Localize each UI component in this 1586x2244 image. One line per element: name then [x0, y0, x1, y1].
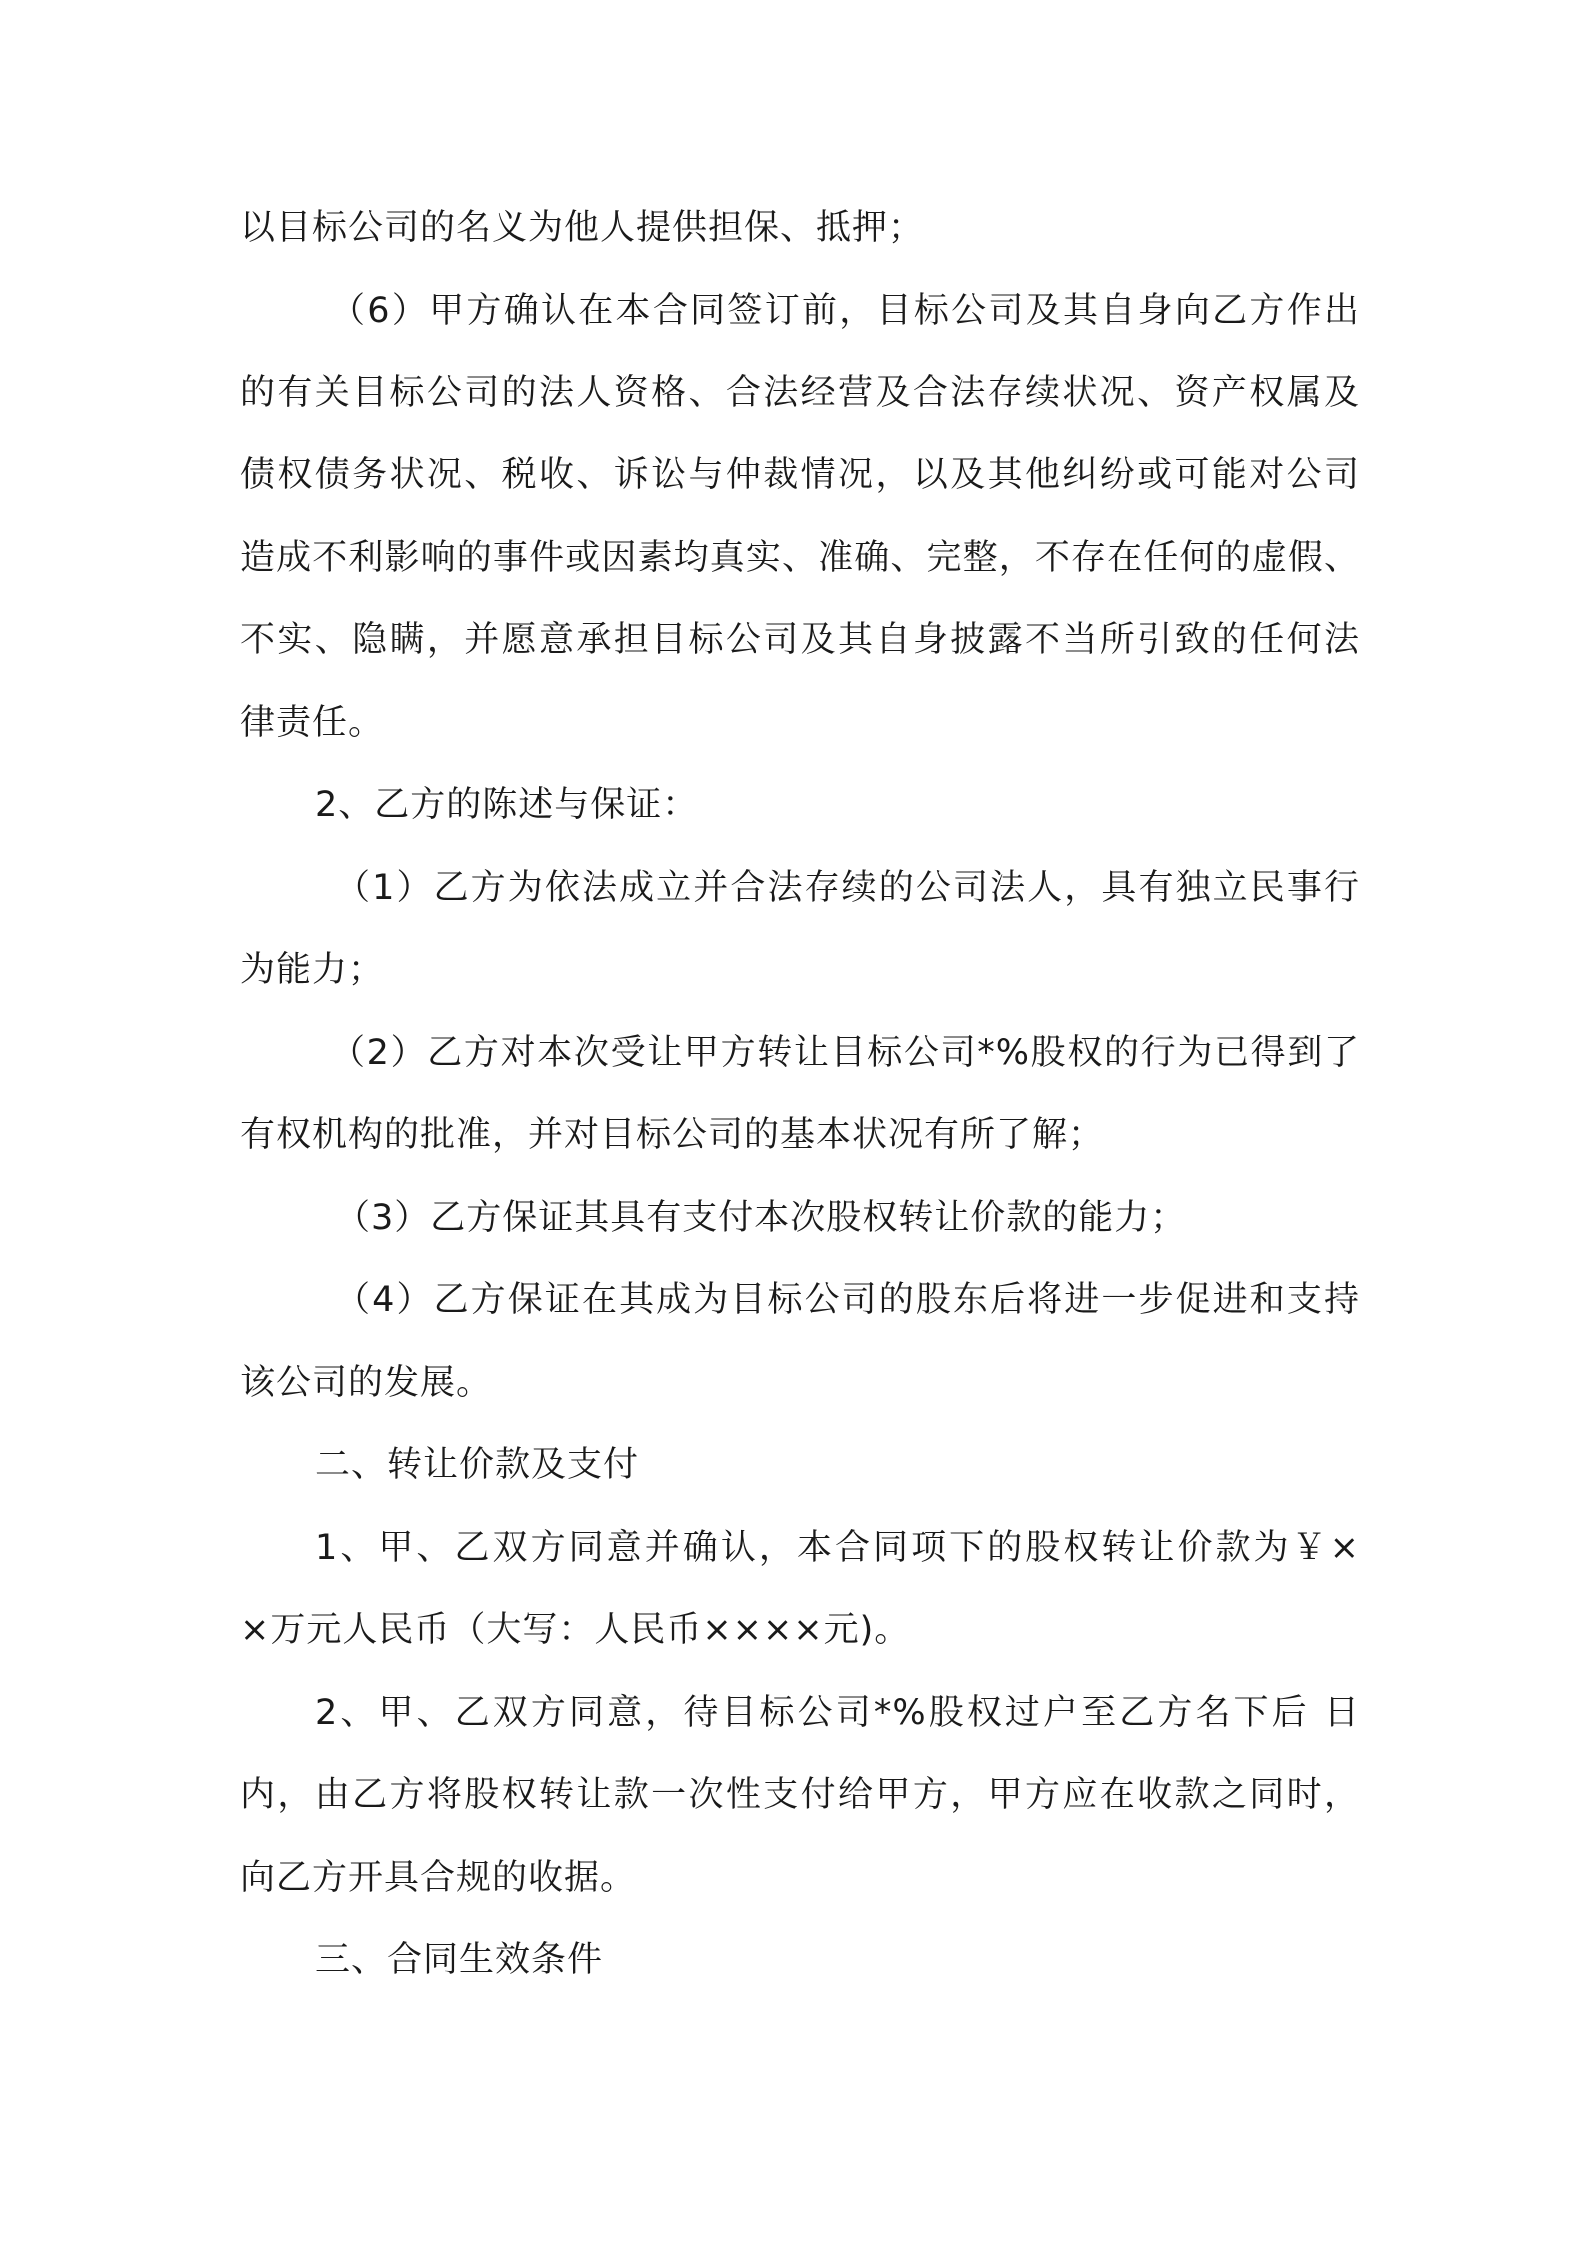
text-line: （4）乙方保证在其成为目标公司的股东后将进一步促进和支持 [335, 1280, 1360, 1320]
text-line: 为能力； [240, 950, 385, 990]
text-line: （6）甲方确认在本合同签订前，目标公司及其自身向乙方作出 [330, 291, 1360, 331]
text-line: 1、甲、乙双方同意并确认，本合同项下的股权转让价款为￥× [315, 1528, 1360, 1568]
section-heading: 2、乙方的陈述与保证： [315, 785, 699, 825]
text-line: 内，由乙方将股权转让款一次性支付给甲方，甲方应在收款之同时， [240, 1775, 1360, 1815]
text-line: 债权债务状况、税收、诉讼与仲裁情况，以及其他纠纷或可能对公司 [240, 455, 1360, 495]
text-line: 律责任。 [240, 703, 385, 743]
text-line: ×万元人民币（大写：人民币××××元)。 [240, 1610, 911, 1650]
section-heading: 三、合同生效条件 [315, 1940, 604, 1980]
text-line: 有权机构的批准，并对目标公司的基本状况有所了解； [240, 1115, 1105, 1155]
section-heading: 二、转让价款及支付 [315, 1445, 640, 1485]
text-line: 向乙方开具合规的收据。 [240, 1858, 637, 1898]
text-line: 的有关目标公司的法人资格、合法经营及合法存续状况、资产权属及 [240, 373, 1360, 413]
text-line: （2）乙方对本次受让甲方转让目标公司*%股权的行为已得到了 [330, 1033, 1360, 1073]
text-line: 该公司的发展。 [240, 1363, 493, 1403]
text-line: 造成不利影响的事件或因素均真实、准确、完整，不存在任何的虚假、 [240, 538, 1360, 578]
text-line: 以目标公司的名义为他人提供担保、抵押； [240, 208, 925, 248]
text-line: （3）乙方保证其具有支付本次股权转让价款的能力； [335, 1198, 1187, 1238]
text-line: 不实、隐瞒，并愿意承担目标公司及其自身披露不当所引致的任何法 [240, 620, 1360, 660]
text-line: （1）乙方为依法成立并合法存续的公司法人，具有独立民事行 [335, 868, 1360, 908]
text-line: 2、甲、乙双方同意，待目标公司*%股权过户至乙方名下后 日 [315, 1693, 1360, 1733]
